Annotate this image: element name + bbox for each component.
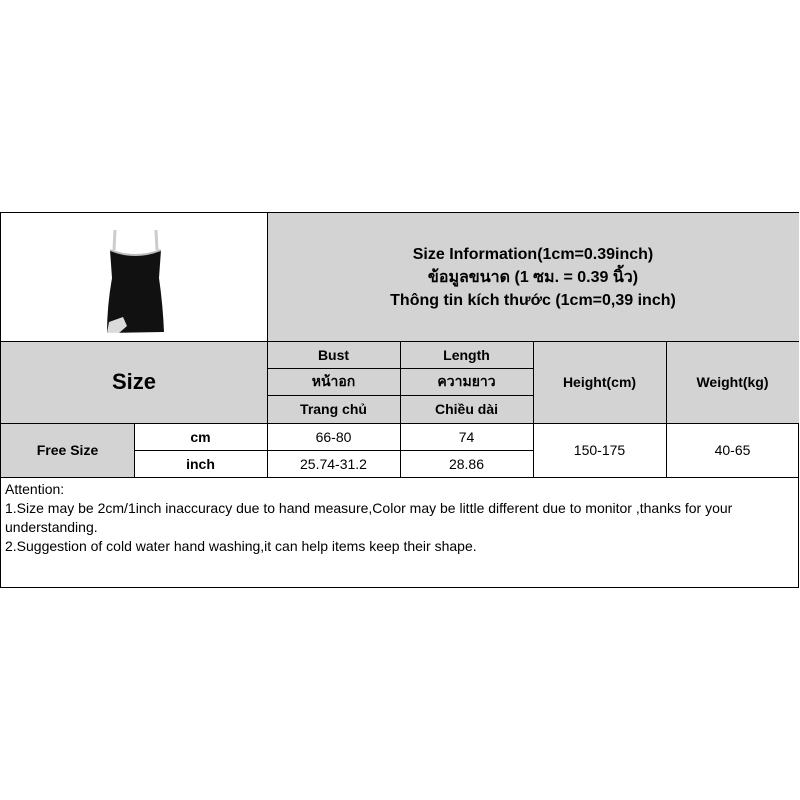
bust-label-en: Bust	[317, 346, 350, 363]
length-label-en: Length	[443, 346, 490, 363]
grid-line	[400, 341, 401, 477]
grid-line	[267, 213, 268, 477]
attention-notes	[5, 480, 795, 556]
bust-label-vi: Trang chủ	[300, 401, 367, 417]
attention-heading: Attention:	[5, 481, 65, 497]
length-cm-value: 74	[458, 428, 475, 445]
size-heading: Size	[111, 369, 157, 394]
title-english: Size Information(1cm=0.39inch)	[412, 245, 654, 263]
weight-value: 40-65	[714, 442, 751, 458]
bust-cm-value: 66-80	[315, 428, 352, 445]
length-label-vi: Chiều dài	[434, 401, 498, 417]
size-chart	[0, 212, 799, 588]
product-image	[69, 216, 199, 342]
bust-label-th: หน้าอก	[311, 372, 356, 389]
title-vietnamese: Thông tin kích thước (1cm=0,39 inch)	[390, 291, 676, 309]
black-camisole-dress-image	[69, 216, 199, 342]
grid-line	[267, 368, 533, 369]
grid-line	[1, 423, 799, 424]
grid-line	[666, 341, 667, 477]
size-information-title	[267, 213, 799, 341]
title-thai: ข้อมูลขนาด (1 ซม. = 0.39 นิ้ว)	[427, 268, 639, 286]
weight-label: Weight(kg)	[696, 374, 769, 390]
attention-note-1: 1.Size may be 2cm/1inch inaccuracy due to hand measure,Color may be little different due to monitor ,thanks for your understanding.	[5, 500, 733, 535]
attention-note-2: 2.Suggestion of cold water hand washing,it can help items keep their shape.	[5, 538, 477, 554]
grid-line	[533, 341, 534, 477]
height-label: Height(cm)	[562, 374, 637, 390]
grid-line	[134, 450, 533, 451]
grid-line	[1, 341, 799, 342]
unit-cm-label: cm	[190, 428, 211, 445]
unit-inch-label: inch	[186, 455, 215, 472]
height-value: 150-175	[573, 442, 626, 458]
free-size-label: Free Size	[36, 442, 99, 458]
grid-line	[267, 395, 533, 396]
grid-line	[1, 477, 799, 478]
length-inch-value: 28.86	[448, 455, 485, 472]
length-label-th: ความยาว	[437, 372, 496, 389]
bust-inch-value: 25.74-31.2	[300, 455, 367, 472]
